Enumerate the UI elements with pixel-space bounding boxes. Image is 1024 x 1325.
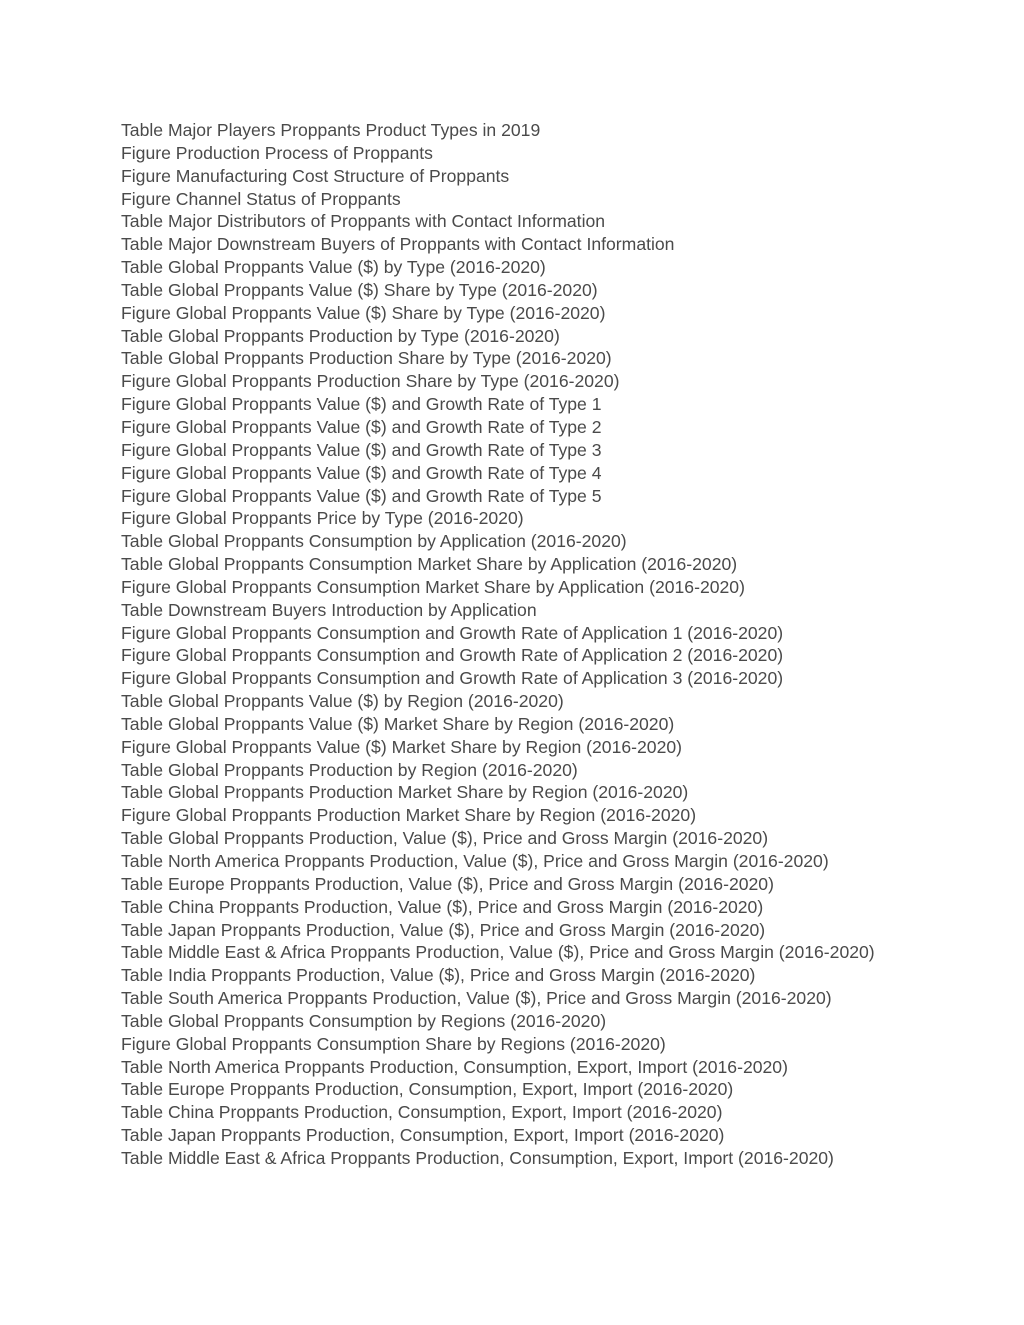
list-item: Figure Global Proppants Consumption and Growth Rate of Application 1 (2016-2020) [121, 622, 784, 643]
list-item: Figure Global Proppants Value ($) and Growth Rate of Type 2 [121, 416, 602, 437]
list-item: Table Japan Proppants Production, Value ($), Price and Gross Margin (2016-2020) [121, 919, 766, 940]
list-item: Figure Global Proppants Value ($) and Growth Rate of Type 3 [121, 439, 602, 460]
list-item: Table Global Proppants Value ($) Share by Type (2016-2020) [121, 279, 598, 300]
list-item: Table North America Proppants Production, Value ($), Price and Gross Margin (2016-2020) [121, 851, 829, 871]
list-item: Table Major Downstream Buyers of Proppants with Contact Information [121, 234, 675, 255]
list-item: Table Global Proppants Production, Value ($), Price and Gross Margin (2016-2020) [121, 828, 769, 849]
list-item: Figure Global Proppants Consumption Market Share by Application (2016-2020) [121, 576, 745, 597]
list-item: Figure Global Proppants Value ($) Market Share by Region (2016-2020) [121, 736, 683, 757]
list-item: Table Global Proppants Consumption by Regions (2016-2020) [121, 1010, 607, 1031]
list-item: Table Downstream Buyers Introduction by Application [121, 599, 537, 620]
list-item: Figure Manufacturing Cost Structure of Proppants [121, 165, 510, 186]
list-item: Table Global Proppants Production Share by Type (2016-2020) [121, 348, 612, 369]
list-item: Table India Proppants Production, Value ($), Price and Gross Margin (2016-2020) [121, 965, 756, 986]
list-item: Table Major Distributors of Proppants with Contact Information [121, 211, 606, 232]
list-item: Figure Global Proppants Production Market Share by Region (2016-2020) [121, 805, 697, 826]
list-item: Table Europe Proppants Production, Value ($), Price and Gross Margin (2016-2020) [121, 873, 774, 894]
list-item: Figure Global Proppants Consumption Share by Regions (2016-2020) [121, 1033, 666, 1054]
list-item: Figure Global Proppants Production Share by Type (2016-2020) [121, 371, 620, 392]
list-item: Table North America Proppants Production, Consumption, Export, Import (2016-2020) [121, 1056, 788, 1077]
list-item: Figure Global Proppants Value ($) and Growth Rate of Type 4 [121, 462, 602, 483]
list-item: Table China Proppants Production, Consumption, Export, Import (2016-2020) [121, 1102, 723, 1123]
list-item: Table Global Proppants Value ($) Market Share by Region (2016-2020) [121, 713, 675, 734]
list-item: Figure Global Proppants Value ($) and Growth Rate of Type 5 [121, 485, 602, 506]
list-of-tables-and-figures [121, 119, 881, 1170]
list-item: Table Middle East & Africa Proppants Production, Consumption, Export, Import (2016-2020) [121, 1147, 834, 1168]
list-item: Figure Global Proppants Value ($) Share by Type (2016-2020) [121, 302, 606, 323]
list-item: Table China Proppants Production, Value ($), Price and Gross Margin (2016-2020) [121, 896, 764, 917]
list-item: Table Middle East & Africa Proppants Production, Value ($), Price and Gross Margin (2016-2020) [121, 942, 875, 963]
list-item: Table Major Players Proppants Product Types in 2019 [121, 120, 541, 140]
list-item: Table Global Proppants Consumption by Application (2016-2020) [121, 531, 627, 552]
list-item: Figure Global Proppants Price by Type (2016-2020) [121, 508, 524, 529]
list-item: Table Global Proppants Consumption Market Share by Application (2016-2020) [121, 554, 738, 575]
list-item: Table Europe Proppants Production, Consumption, Export, Import (2016-2020) [121, 1079, 734, 1100]
list-item: Table Japan Proppants Production, Consumption, Export, Import (2016-2020) [121, 1125, 725, 1146]
list-item: Table Global Proppants Production Market Share by Region (2016-2020) [121, 782, 689, 803]
list-item: Table Global Proppants Value ($) by Type (2016-2020) [121, 257, 546, 278]
list-item: Table Global Proppants Production by Type (2016-2020) [121, 325, 560, 346]
list-item: Table South America Proppants Production, Value ($), Price and Gross Margin (2016-2020) [121, 988, 832, 1009]
list-item: Table Global Proppants Value ($) by Region (2016-2020) [121, 691, 564, 712]
list-item: Figure Channel Status of Proppants [121, 188, 401, 209]
list-item: Figure Production Process of Proppants [121, 142, 433, 163]
list-item: Table Global Proppants Production by Region (2016-2020) [121, 759, 578, 780]
list-item: Figure Global Proppants Consumption and Growth Rate of Application 3 (2016-2020) [121, 668, 784, 689]
list-item: Figure Global Proppants Consumption and Growth Rate of Application 2 (2016-2020) [121, 645, 784, 666]
list-item: Figure Global Proppants Value ($) and Growth Rate of Type 1 [121, 394, 602, 415]
